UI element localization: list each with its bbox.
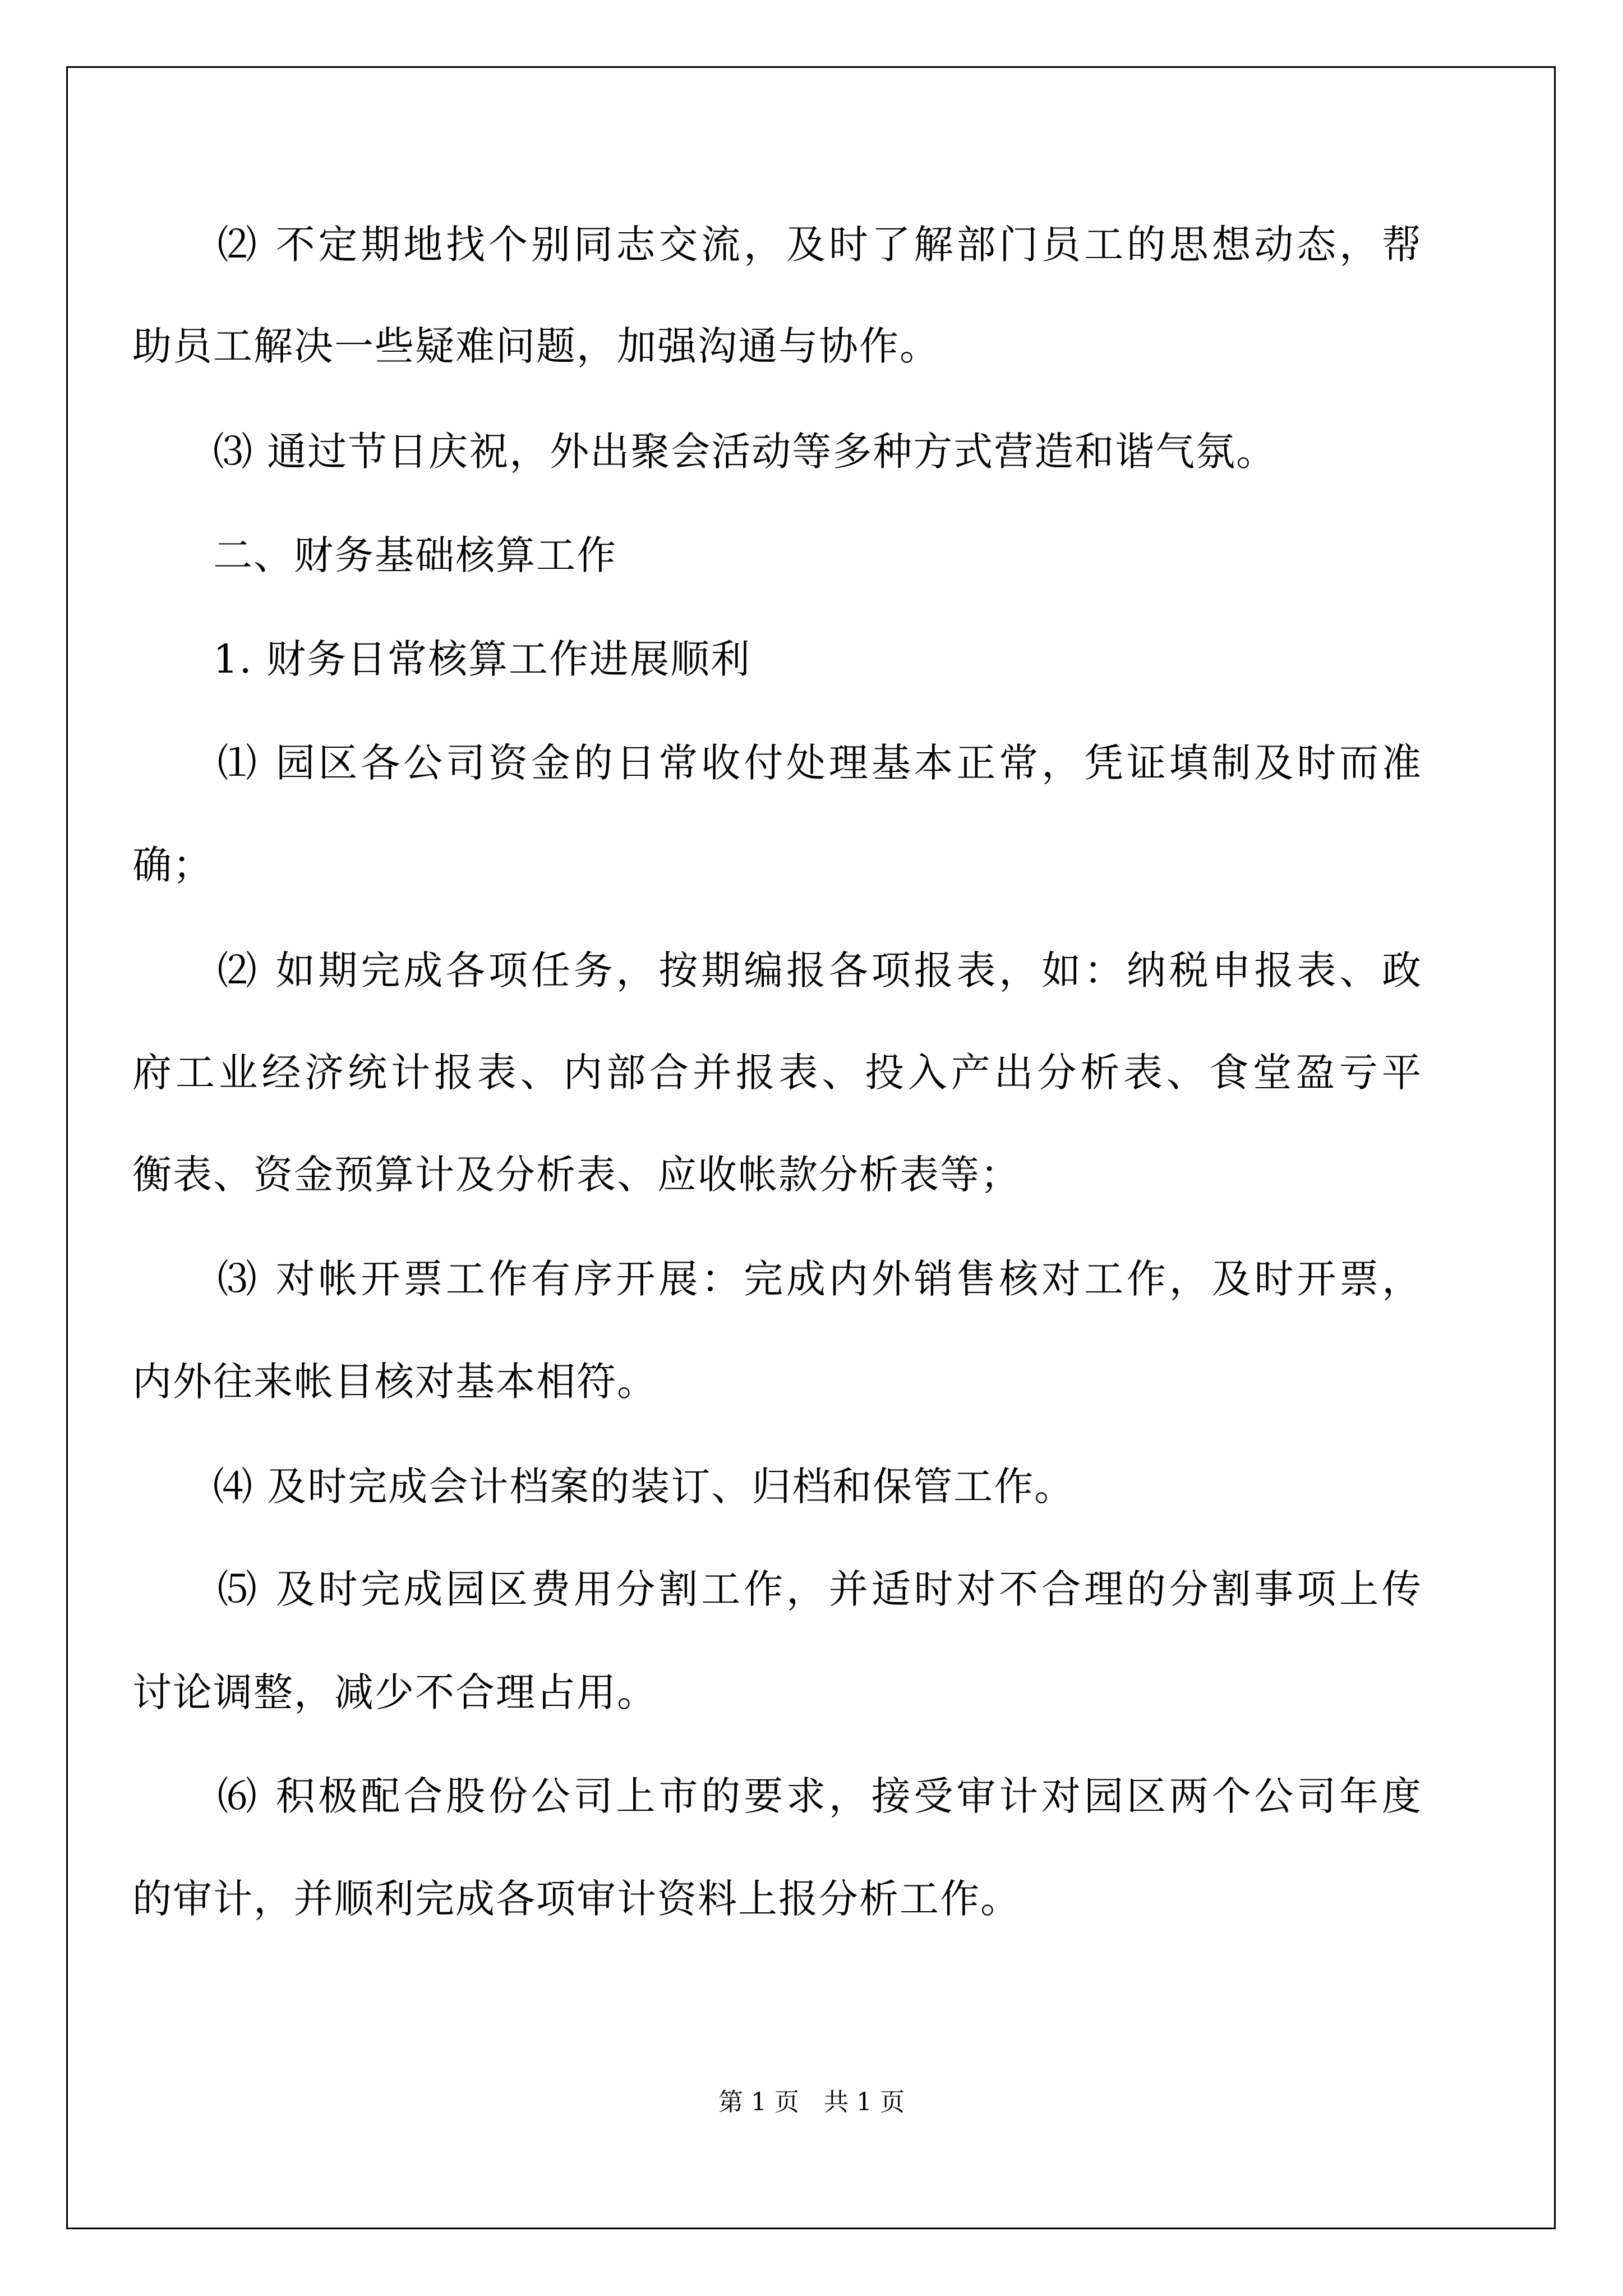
section-heading: 二、财务基础核算工作 (132, 532, 617, 578)
text-line: ⑶ 对帐开票工作有序开展：完成内外销售核对工作，及时开票， (132, 1256, 1422, 1302)
text-line: ⑹ 积极配合股份公司上市的要求，接受审计对园区两个公司年度 (132, 1773, 1422, 1819)
subsection-heading: 1. 财务日常核算工作进展顺利 (132, 636, 751, 682)
text-line: ⑶ 通过节日庆祝，外出聚会活动等多种方式营造和谐气氛。 (132, 429, 1277, 475)
text-line: ⑷ 及时完成会计档案的装订、归档和保管工作。 (132, 1464, 1075, 1510)
text-line: 确； (132, 842, 213, 888)
page-number: 第 1 页 共 1 页 (718, 2088, 905, 2116)
text-line: 助员工解决一些疑难问题，加强沟通与协作。 (132, 323, 940, 369)
text-line: 的审计，并顺利完成各项审计资料上报分析工作。 (132, 1876, 1021, 1922)
text-line: 讨论调整，减少不合理占用。 (132, 1669, 657, 1715)
text-line: ⑸ 及时完成园区费用分割工作，并适时对不合理的分割事项上传 (132, 1566, 1422, 1612)
text-line: 府工业经济统计报表、内部合并报表、投入产出分析表、食堂盈亏平 (132, 1050, 1422, 1096)
text-line: ⑵ 不定期地找个别同志交流，及时了解部门员工的思想动态，帮 (132, 222, 1422, 268)
text-line: 衡表、资金预算计及分析表、应收帐款分析表等； (132, 1152, 1021, 1198)
text-line: 内外往来帐目核对基本相符。 (132, 1359, 657, 1405)
text-line: ⑴ 园区各公司资金的日常收付处理基本正常，凭证填制及时而准 (132, 740, 1422, 786)
text-line: ⑵ 如期完成各项任务，按期编报各项报表，如：纳税申报表、政 (132, 947, 1422, 993)
